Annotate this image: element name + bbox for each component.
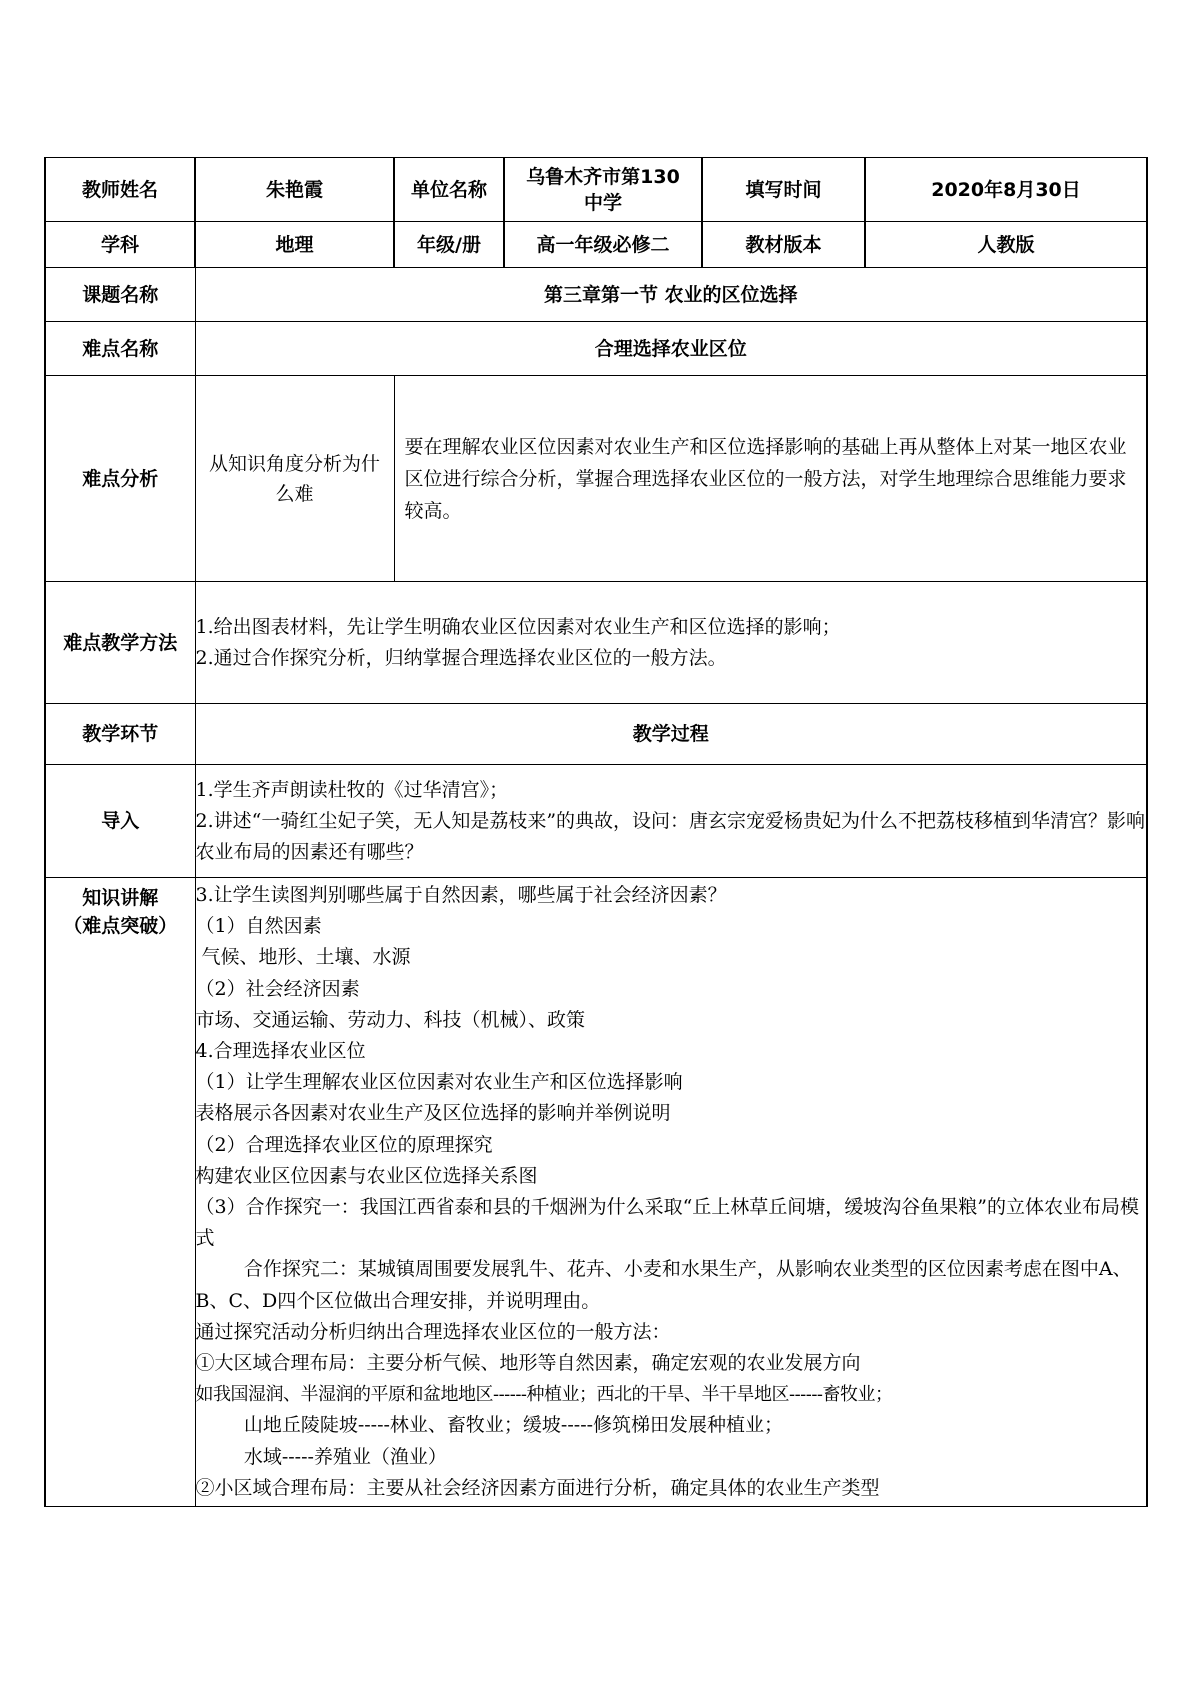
process-value: 教学过程 xyxy=(195,704,1147,765)
subject-label: 学科 xyxy=(45,222,195,268)
grade-label: 年级/册 xyxy=(394,222,504,268)
intro-label: 导入 xyxy=(45,765,195,878)
knowledge-line: 3.让学生读图判别哪些属于自然因素，哪些属于社会经济因素？ xyxy=(195,884,727,906)
grade-value: 高一年级必修二 xyxy=(504,222,702,268)
knowledge-line: （1）自然因素 xyxy=(195,915,322,938)
knowledge-line: ①大区域合理布局：主要分析气候、地形等自然因素，确定宏观的农业发展方向 xyxy=(195,1352,861,1375)
topic-value: 第三章第一节 农业的区位选择 xyxy=(195,268,1147,322)
knowledge-row xyxy=(45,878,1147,1507)
difficulty-row xyxy=(45,322,1147,376)
knowledge-line: （3）合作探究一：我国江西省泰和县的千烟洲为什么采取“丘上林草丘间塘，缓坡沟谷鱼果粮”的立体农业布局模式 xyxy=(195,1196,1140,1250)
knowledge-line: 通过探究活动分析归纳出合理选择农业区位的一般方法： xyxy=(195,1320,671,1343)
unit-label: 单位名称 xyxy=(394,158,504,222)
unit-value: 乌鲁木齐市第130中学 xyxy=(504,158,702,222)
analysis-text: 要在理解农业区位因素对农业生产和区位选择影响的基础上再从整体上对某一地区农业区位进行综合分析，掌握合理选择农业区位的一般方法，对学生地理综合思维能力要求较高。 xyxy=(404,435,1127,522)
time-label: 填写时间 xyxy=(702,158,865,222)
analysis-label: 难点分析 xyxy=(45,376,195,582)
edition-label: 教材版本 xyxy=(702,222,865,268)
subject-value: 地理 xyxy=(195,222,394,268)
topic-row xyxy=(45,268,1147,322)
time-value: 2020年8月30日 xyxy=(865,158,1147,222)
knowledge-line: （2）社会经济因素 xyxy=(195,977,360,1000)
knowledge-line: ②小区域合理布局：主要从社会经济因素方面进行分析，确定具体的农业生产类型 xyxy=(195,1476,880,1499)
intro-line: 1.学生齐声朗读杜牧的《过华清宫》； xyxy=(195,778,509,801)
process-header-row xyxy=(45,704,1147,765)
header-row-1 xyxy=(45,158,1147,222)
method-line: 1.给出图表材料，先让学生明确农业区位因素对农业生产和区位选择的影响； xyxy=(195,615,841,638)
knowledge-line: 表格展示各因素对农业生产及区位选择的影响并举例说明 xyxy=(195,1102,671,1125)
edition-value: 人教版 xyxy=(865,222,1147,268)
knowledge-label: 知识讲解 xyxy=(82,887,159,909)
knowledge-label-cell xyxy=(45,878,195,1507)
knowledge-text-cell xyxy=(195,878,1147,1507)
topic-label: 课题名称 xyxy=(45,268,195,322)
knowledge-line: 构建农业区位因素与农业区位选择关系图 xyxy=(195,1164,538,1187)
process-label: 教学环节 xyxy=(45,704,195,765)
lesson-plan-table xyxy=(44,157,1148,1507)
knowledge-line: 如我国湿润、半湿润的平原和盆地地区------种植业；西北的干旱、半干旱地区------畜牧业； xyxy=(195,1384,893,1406)
difficulty-value: 合理选择农业区位 xyxy=(195,322,1147,376)
difficulty-label: 难点名称 xyxy=(45,322,195,376)
method-text-cell xyxy=(195,582,1147,704)
header-row-2 xyxy=(45,222,1147,268)
teacher-value: 朱艳霞 xyxy=(195,158,394,222)
knowledge-line: 气候、地形、土壤、水源 xyxy=(195,946,411,969)
knowledge-line: （2）合理选择农业区位的原理探究 xyxy=(195,1133,493,1156)
knowledge-line: （1）让学生理解农业区位因素对农业生产和区位选择影响 xyxy=(195,1071,683,1094)
method-row xyxy=(45,582,1147,704)
knowledge-line: 市场、交通运输、劳动力、科技（机械）、政策 xyxy=(195,1008,586,1031)
knowledge-sublabel: （难点突破） xyxy=(63,915,178,937)
method-label: 难点教学方法 xyxy=(45,582,195,704)
knowledge-line: 合作探究二：某城镇周围要发展乳牛、花卉、小麦和水果生产，从影响农业类型的区位因素考虑在图中A、B、C、D四个区位做出合理安排，并说明理由。 xyxy=(195,1258,1132,1312)
analysis-row xyxy=(45,376,1147,582)
knowledge-line: 山地丘陵陡坡-----林业、畜牧业；缓坡-----修筑梯田发展种植业； xyxy=(195,1414,784,1437)
knowledge-line: 4.合理选择农业区位 xyxy=(195,1040,366,1063)
teacher-label: 教师姓名 xyxy=(45,158,195,222)
knowledge-line: 水域-----养殖业（渔业） xyxy=(195,1445,447,1468)
intro-text-cell xyxy=(195,765,1147,878)
intro-line: 2.讲述“一骑红尘妃子笑，无人知是荔枝来”的典故，设问：唐玄宗宠爱杨贵妃为什么不把荔枝移植到华清宫？影响农业布局的因素还有哪些？ xyxy=(195,809,1146,863)
method-line: 2.通过合作探究分析，归纳掌握合理选择农业区位的一般方法。 xyxy=(195,646,727,669)
analysis-text-cell xyxy=(394,376,1147,582)
intro-row xyxy=(45,765,1147,878)
analysis-sub-label: 从知识角度分析为什么难 xyxy=(195,376,394,582)
